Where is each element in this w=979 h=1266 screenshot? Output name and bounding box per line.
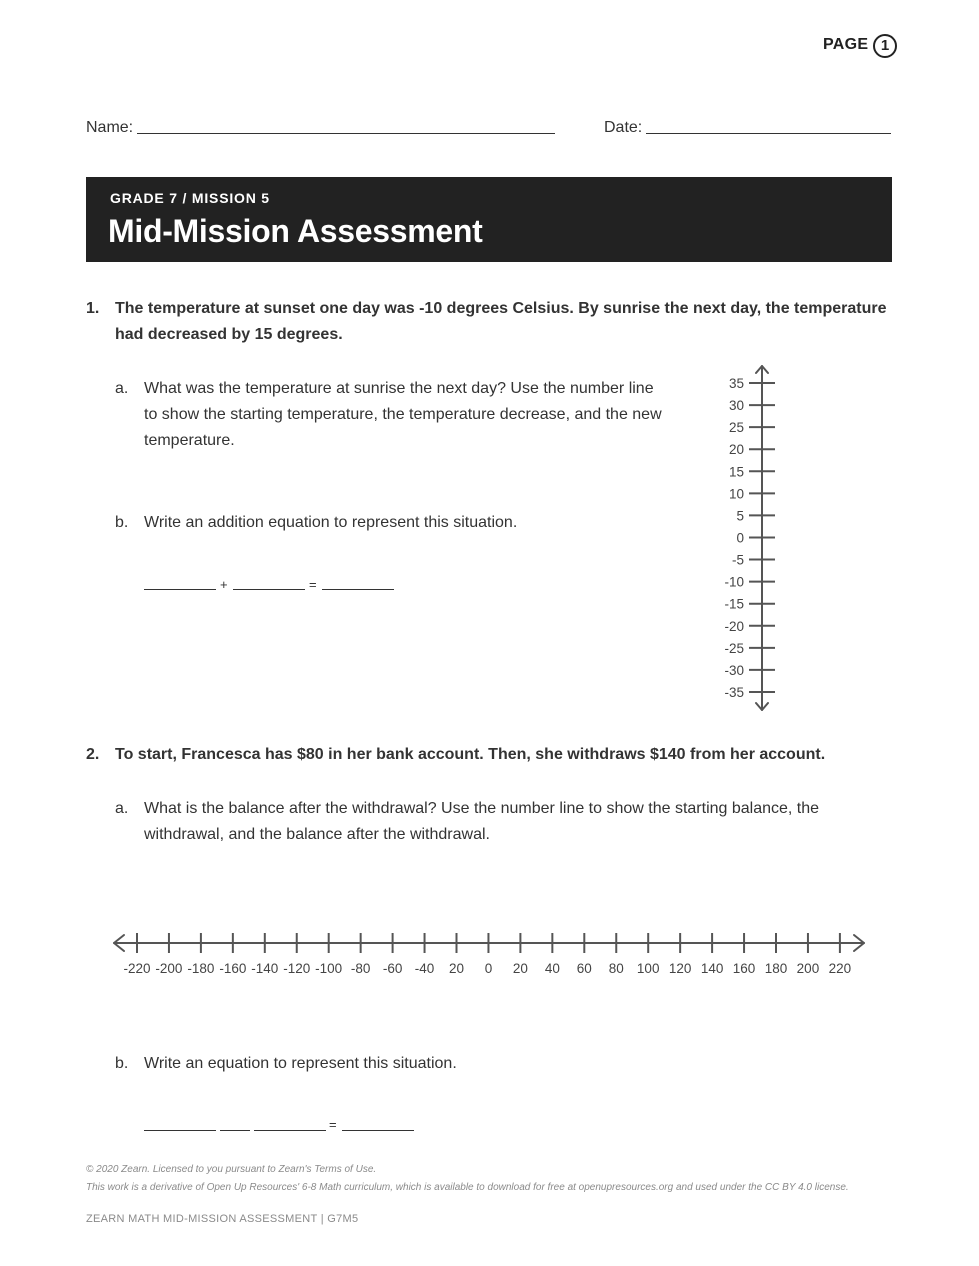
name-label: Name:: [86, 119, 134, 136]
q1a-text: [144, 376, 704, 454]
q2b-equals-sign: =: [329, 1117, 337, 1132]
q2b-blank-2[interactable]: [254, 1130, 326, 1131]
horizontal-number-line[interactable]: [100, 925, 880, 985]
q1b-letter: b.: [115, 514, 129, 531]
horizontal-tick-label: 20: [448, 961, 465, 976]
footer-copyright: © 2020 Zearn. Licensed to you pursuant to Zearn's Terms of Use.: [86, 1164, 377, 1175]
vertical-tick-label: 30: [728, 398, 744, 414]
horizontal-tick-label: 220: [828, 961, 852, 976]
q2b-blank-operator[interactable]: [220, 1130, 250, 1131]
q1-number: 1.: [86, 300, 100, 317]
q2-text: To start, Francesca has $80 in her bank account. Then, she withdraws $140 from her account.: [115, 746, 826, 763]
q2b-blank-1[interactable]: [144, 1130, 216, 1131]
vertical-tick-label: 15: [728, 464, 744, 480]
q1a-letter: a.: [115, 380, 129, 397]
date-label: Date:: [604, 119, 643, 136]
horizontal-tick-label: -100: [315, 961, 343, 976]
q1b-blank-1[interactable]: [144, 589, 216, 590]
q1-text: [115, 296, 885, 348]
horizontal-tick-label: 120: [668, 961, 692, 976]
vertical-tick-label: 5: [736, 508, 744, 524]
horizontal-tick-label: -200: [155, 961, 183, 976]
horizontal-tick-label: 140: [700, 961, 724, 976]
vertical-tick-label: 10: [728, 486, 744, 502]
horizontal-tick-label: 80: [608, 961, 624, 976]
horizontal-tick-label: 200: [796, 961, 820, 976]
horizontal-tick-label: 60: [576, 961, 592, 976]
horizontal-tick-label: 20: [512, 961, 528, 976]
horizontal-tick-label: -40: [414, 961, 435, 976]
horizontal-tick-label: -120: [283, 961, 311, 976]
horizontal-tick-label: 160: [732, 961, 756, 976]
q1-text-line2: had decreased by 15 degrees.: [115, 326, 343, 343]
vertical-tick-label: -20: [724, 618, 744, 634]
q2b-blank-3[interactable]: [342, 1130, 414, 1131]
q2a-letter: a.: [115, 800, 129, 817]
horizontal-tick-label: -160: [219, 961, 247, 976]
footer-document-id: ZEARN MATH MID-MISSION ASSESSMENT | G7M5: [86, 1213, 359, 1225]
q1-text-line1: The temperature at sunset one day was -10 degrees Celsius. By sunrise the next day, the temperature: [115, 300, 887, 317]
page-label: PAGE: [823, 36, 869, 53]
vertical-tick-label: -35: [724, 684, 744, 700]
vertical-tick-label: -5: [731, 552, 744, 568]
vertical-tick-label: 20: [728, 442, 744, 458]
q1b-text: Write an addition equation to represent this situation.: [144, 514, 518, 531]
horizontal-tick-label: 100: [636, 961, 660, 976]
name-field[interactable]: [137, 133, 555, 134]
q2b-letter: b.: [115, 1055, 129, 1072]
date-field[interactable]: [646, 133, 891, 134]
vertical-tick-label: 25: [728, 420, 744, 436]
q1b-equals-sign: =: [309, 577, 317, 592]
footer-license: This work is a derivative of Open Up Resources' 6-8 Math curriculum, which is available to download for free at openupresources.org and used under the CC BY 4.0 license.: [86, 1182, 849, 1193]
vertical-tick-label: 35: [728, 376, 744, 391]
q1a-line3: temperature.: [144, 432, 235, 449]
page-title: Mid-Mission Assessment: [108, 213, 483, 249]
horizontal-tick-label: -60: [382, 961, 403, 976]
vertical-tick-label: 0: [736, 530, 744, 546]
horizontal-tick-label: -220: [123, 961, 151, 976]
title-banner: [86, 177, 892, 262]
q2a-text: [144, 796, 884, 848]
page-number-badge: 1: [873, 34, 897, 58]
horizontal-tick-label: 180: [764, 961, 788, 976]
horizontal-tick-label: -80: [350, 961, 371, 976]
vertical-tick-label: -15: [724, 596, 744, 612]
q1b-blank-3[interactable]: [322, 589, 394, 590]
q1a-line2: to show the starting temperature, the temperature decrease, and the new: [144, 406, 662, 423]
horizontal-tick-label: -140: [251, 961, 279, 976]
q2b-text: Write an equation to represent this situation.: [144, 1055, 457, 1072]
horizontal-tick-label: 0: [484, 961, 493, 976]
vertical-number-line[interactable]: [700, 360, 790, 718]
q2a-line1: What is the balance after the withdrawal? Use the number line to show the starting balance, the: [144, 800, 820, 817]
q1a-line1: What was the temperature at sunrise the next day? Use the number line: [144, 380, 654, 397]
q1b-plus-sign: +: [220, 577, 228, 592]
q2-number: 2.: [86, 746, 100, 763]
vertical-tick-label: -30: [724, 662, 744, 678]
q1b-blank-2[interactable]: [233, 589, 305, 590]
vertical-tick-label: -25: [724, 640, 744, 656]
q2a-line2: withdrawal, and the balance after the withdrawal.: [144, 826, 490, 843]
banner-subtitle: GRADE 7 / MISSION 5: [110, 190, 270, 206]
horizontal-tick-label: 40: [544, 961, 560, 976]
horizontal-tick-label: -180: [187, 961, 215, 976]
vertical-tick-label: -10: [724, 574, 744, 590]
